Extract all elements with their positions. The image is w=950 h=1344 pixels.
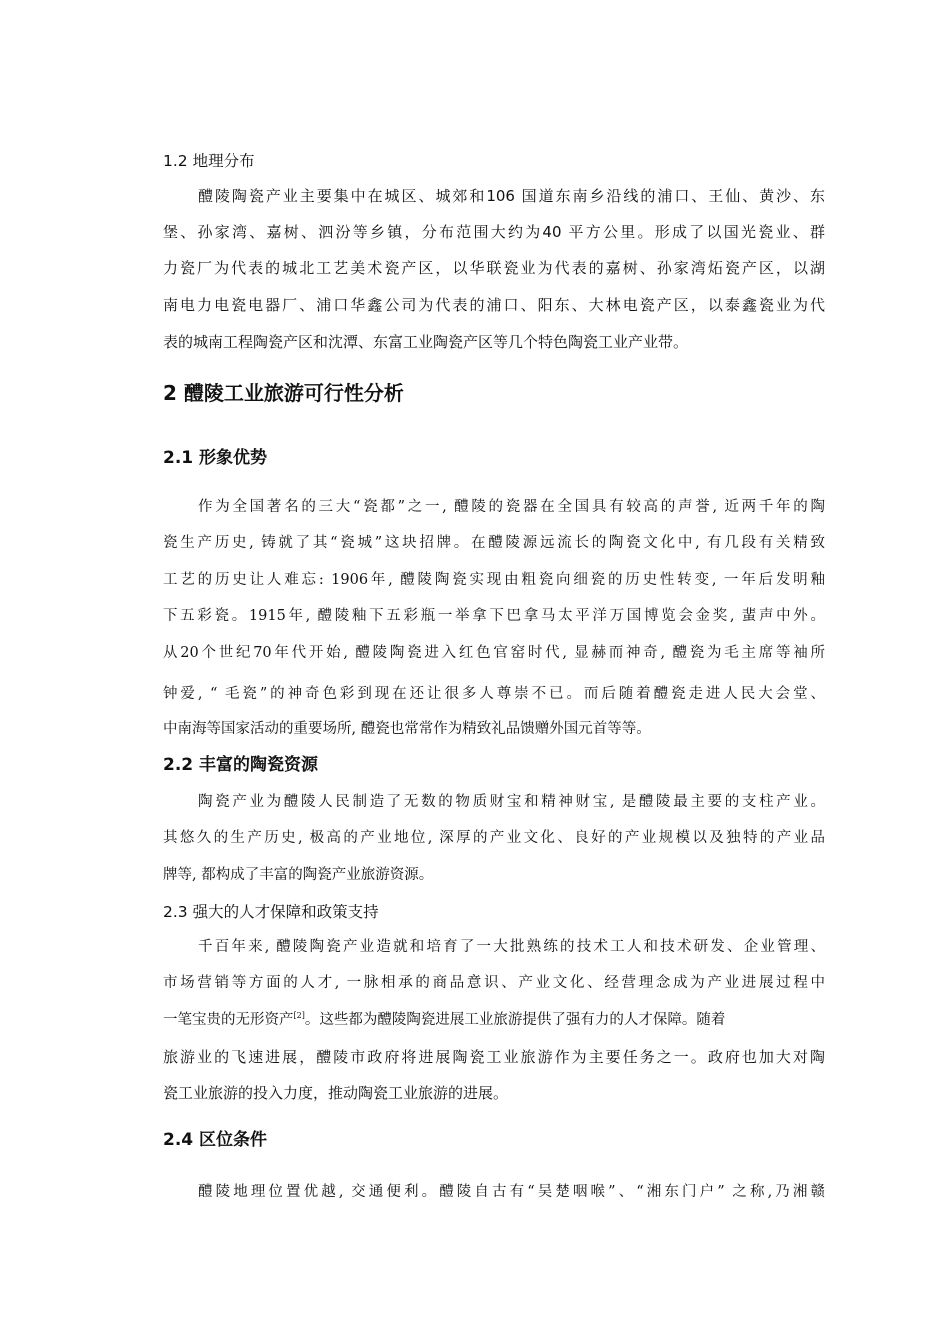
paragraph-line: 堡、孙家湾、嘉树、泗汾等乡镇，分布范围大约为40 平方公里。形成了以国光瓷业、群 [163,223,825,241]
paragraph-line: 瓷工业旅游的投入力度，推动陶瓷工业旅游的进展。 [163,1084,509,1102]
paragraph-line: 下五彩瓷。1915年, 醴陵釉下五彩瓶一举拿下巴拿马太平洋万国博览会金奖, 蜚声中外。 [163,608,825,624]
paragraph-line: 旅游业的飞速进展，醴陵市政府将进展陶瓷工业旅游作为主要任务之一。政府也加大对陶 [163,1048,825,1066]
paragraph-line: 其悠久的生产历史, 极高的产业地位, 深厚的产业文化、良好的产业规模以及独特的产业品 [163,830,825,846]
citation-ref[interactable]: [2] [293,1011,305,1021]
paragraph-line: 瓷生产历史, 铸就了其“瓷城”这块招牌。在醴陵源远流长的陶瓷文化中, 有几段有关精致 [163,535,825,551]
section-heading-1-2: 1.2 地理分布 [163,152,255,170]
paragraph-line: 工艺的历史让人难忘: 1906年, 醴陵陶瓷实现由粗瓷向细瓷的历史性转变, 一年后发明釉 [163,572,825,588]
paragraph-line: 力瓷厂为代表的城北工艺美术瓷产区，以华联瓷业为代表的嘉树、孙家湾炻瓷产区，以湖 [163,259,825,277]
paragraph-text: 。这些都为醴陵陶瓷进展工业旅游提供了强有力的人才保障。随着 [304,1012,726,1028]
paragraph-line: 陶瓷产业为醴陵人民制造了无数的物质财宝和精神财宝, 是醴陵最主要的支柱产业。 [198,794,825,810]
paragraph-line: 醴陵地理位置优越, 交通便利。醴陵自古有“吴楚咽喉”、“湘东门户” 之称,乃湘赣 [198,1184,825,1200]
section-heading-2-2: 2.2 丰富的陶瓷资源 [163,755,319,775]
chapter-heading-2: 2 醴陵工业旅游可行性分析 [163,381,404,405]
section-heading-2-3: 2.3 强大的人才保障和政策支持 [163,903,379,921]
paragraph-line: 作为全国著名的三大“瓷都”之一, 醴陵的瓷器在全国具有较高的声誉, 近两千年的陶 [198,499,825,515]
paragraph-line: 千百年来, 醴陵陶瓷产业造就和培育了一大批熟练的技术工人和技术研发、企业管理、 [198,939,825,955]
paragraph-line: 牌等, 都构成了丰富的陶瓷产业旅游资源。 [163,867,434,883]
paragraph-line: 从20个世纪70年代开始, 醴陵陶瓷进入红色官窑时代, 显赫而神奇, 醴瓷为毛主席等袖所 [163,645,825,661]
section-heading-2-1: 2.1 形象优势 [163,448,268,468]
paragraph-line: 醴陵陶瓷产业主要集中在城区、城郊和106 国道东南乡沿线的浦口、王仙、黄沙、东 [198,187,825,205]
paragraph-line: 市场营销等方面的人才, 一脉相承的商品意识、产业文化、经营理念成为产业进展过程中 [163,975,825,991]
paragraph-line: 南电力电瓷电器厂、浦口华鑫公司为代表的浦口、阳东、大林电瓷产区，以泰鑫瓷业为代 [163,296,825,314]
paragraph-line: 钟爱, “ 毛瓷”的神奇色彩到现在还让很多人尊崇不已。而后随着醴瓷走进人民大会堂、 [163,686,825,702]
paragraph-text: 一笔宝贵的无形资产 [163,1012,294,1028]
paragraph-line: 中南海等国家活动的重要场所, 醴瓷也常常作为精致礼品馈赠外国元首等等。 [163,721,651,737]
section-heading-2-4: 2.4 区位条件 [163,1130,268,1150]
paragraph-line [163,1010,825,1030]
paragraph-line: 表的城南工程陶瓷产区和沈潭、东富工业陶瓷产区等几个特色陶瓷工业产业带。 [163,333,689,351]
